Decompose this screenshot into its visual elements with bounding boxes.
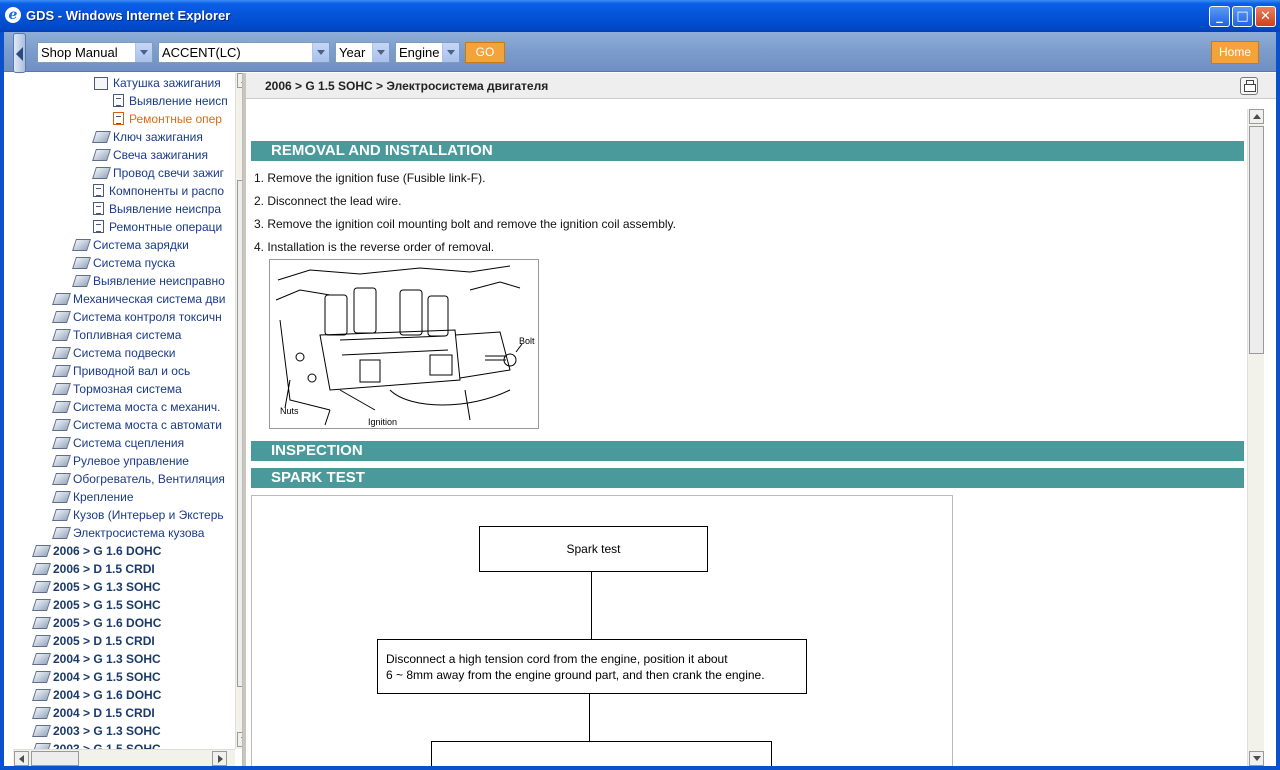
scroll-up-button[interactable]	[1249, 109, 1264, 124]
book-icon	[53, 328, 69, 340]
tree-item-label: 2005 > G 1.5 SOHC	[53, 598, 161, 612]
tree-item[interactable]	[93, 200, 221, 218]
scroll-thumb[interactable]	[1249, 126, 1264, 354]
book-icon	[53, 526, 69, 538]
tree-item[interactable]	[73, 272, 225, 290]
step-item: 4. Installation is the reverse order of removal.	[254, 240, 495, 254]
tree-item-label: Система сцепления	[73, 436, 185, 450]
manual-select-value: Shop Manual	[41, 45, 118, 60]
tree-item[interactable]	[93, 218, 222, 236]
step-item: 2. Disconnect the lead wire.	[254, 194, 402, 208]
tree-item-label: Приводной вал и ось	[73, 364, 191, 378]
tree-item[interactable]	[53, 398, 220, 416]
document-icon	[113, 112, 124, 125]
book-icon	[53, 346, 69, 358]
tree-item[interactable]	[53, 290, 225, 308]
tree-item[interactable]	[93, 164, 224, 182]
tree-item[interactable]	[53, 470, 225, 488]
tree-item-label: Ремонтные опер	[129, 112, 222, 126]
book-icon	[53, 508, 69, 520]
tree-item-label: Провод свечи зажиг	[113, 166, 225, 180]
book-icon	[53, 472, 69, 484]
tree-item[interactable]	[53, 524, 204, 542]
go-button[interactable]: GO	[465, 42, 505, 63]
ignition-coil-illustration	[269, 259, 539, 429]
book-icon	[33, 580, 49, 592]
tree-item[interactable]	[53, 506, 224, 524]
tree-item[interactable]	[33, 650, 161, 668]
tree-item-label: Система моста с автомати	[73, 418, 222, 432]
open-book-icon	[93, 76, 109, 89]
flow-step-spark-test: Spark test	[479, 526, 708, 572]
bolt-label: Bolt	[519, 336, 535, 346]
tree-item[interactable]	[53, 326, 181, 344]
tree-item-label: Катушка зажигания	[113, 76, 221, 90]
section-heading-spark-test: SPARK TEST	[251, 468, 1244, 488]
tree-item-label: 2004 > G 1.5 SOHC	[53, 670, 161, 684]
tree-item[interactable]	[53, 452, 189, 470]
tree-item[interactable]	[73, 236, 189, 254]
tree-item[interactable]	[93, 182, 224, 200]
tree-vertical-scrollbar[interactable]	[235, 73, 243, 749]
flow-step-next	[431, 741, 772, 766]
tree-item[interactable]	[113, 110, 222, 128]
tree-item-label: Свеча зажигания	[113, 148, 208, 162]
book-icon	[33, 544, 49, 556]
scroll-thumb[interactable]	[31, 751, 79, 766]
book-icon	[53, 490, 69, 502]
tree-item-label: Ключ зажигания	[113, 130, 203, 144]
book-icon	[73, 238, 89, 250]
book-icon	[53, 454, 69, 466]
content-vertical-scrollbar[interactable]	[1247, 109, 1264, 766]
model-select-value: ACCENT(LC)	[162, 45, 241, 60]
spark-test-flowchart	[251, 495, 953, 766]
book-icon	[53, 400, 69, 412]
tree-item[interactable]	[33, 686, 161, 704]
scroll-left-button[interactable]	[14, 751, 29, 766]
document-icon	[93, 202, 104, 215]
tree-item-label: Ремонтные операци	[109, 220, 223, 234]
close-button[interactable]: ✕	[1255, 6, 1276, 27]
model-select[interactable]	[158, 42, 330, 63]
book-icon	[93, 148, 109, 160]
tree-item-label: Механическая система дви	[73, 292, 226, 306]
book-icon	[53, 292, 69, 304]
ie-logo-icon: e	[5, 7, 21, 23]
scroll-right-button[interactable]	[212, 751, 227, 766]
tree-item-label: 2006 > G 1.6 DOHC	[53, 544, 162, 558]
tree-item[interactable]	[53, 434, 184, 452]
tree-item-label: Система подвески	[73, 346, 176, 360]
tree-item-label: Электросистема кузова	[73, 526, 205, 540]
year-select[interactable]	[335, 42, 390, 63]
step-item: 3. Remove the ignition coil mounting bolt and remove the ignition coil assembly.	[254, 217, 677, 231]
tree-item-label: Выявление неисп	[129, 94, 228, 108]
home-button[interactable]: Home	[1211, 41, 1259, 64]
tree-item-label: Компоненты и распо	[109, 184, 225, 198]
tree-item[interactable]	[33, 578, 161, 596]
tree-item-label: 2005 > G 1.6 DOHC	[53, 616, 162, 630]
arrow-left-icon	[16, 47, 23, 61]
flow-connector	[589, 694, 590, 741]
tree-item-label: 2006 > D 1.5 CRDI	[53, 562, 155, 576]
book-icon	[53, 364, 69, 376]
client-area	[4, 32, 1276, 766]
tree-item-label: Крепление	[73, 490, 134, 504]
book-icon	[93, 166, 109, 178]
tree-item-label: Обогреватель, Вентиляция	[73, 472, 225, 486]
book-icon	[33, 616, 49, 628]
book-icon	[93, 130, 109, 142]
tree-item-label: Выявление неисправно	[93, 274, 225, 288]
tree-item[interactable]	[53, 308, 222, 326]
tree-item-label: Выявление неиспра	[109, 202, 222, 216]
tree-item-label: Тормозная система	[73, 382, 182, 396]
scroll-down-button[interactable]	[1249, 751, 1264, 766]
tree-item[interactable]	[33, 560, 155, 578]
tree-item[interactable]	[33, 668, 161, 686]
tree-item[interactable]	[33, 722, 161, 740]
print-icon[interactable]	[1240, 77, 1258, 95]
tree-item[interactable]	[33, 596, 161, 614]
book-icon	[33, 652, 49, 664]
tree-item-label: 2005 > G 1.3 SOHC	[53, 580, 161, 594]
tree-item[interactable]	[33, 704, 155, 722]
tree-item-label: 2004 > D 1.5 CRDI	[53, 706, 155, 720]
book-icon	[33, 724, 49, 736]
maximize-button[interactable]: □	[1232, 6, 1253, 27]
document-icon	[113, 94, 124, 107]
tree-item-label: Кузов (Интерьер и Экстерь	[73, 508, 224, 522]
tree-item[interactable]	[53, 488, 134, 506]
title-bar[interactable]	[0, 0, 1280, 32]
tree-item[interactable]	[33, 632, 155, 650]
book-icon	[33, 598, 49, 610]
chevron-down-icon[interactable]	[312, 43, 329, 62]
system-select-value: Engine	[399, 45, 440, 60]
book-icon	[33, 562, 49, 574]
collapse-sidebar-button[interactable]	[13, 33, 26, 73]
breadcrumb: 2006 > G 1.5 SOHC > Электросистема двигателя	[265, 79, 549, 93]
tree-item[interactable]	[113, 92, 228, 110]
minimize-button[interactable]: _	[1209, 6, 1230, 27]
tree-item[interactable]	[33, 542, 161, 560]
window-title: GDS - Windows Internet Explorer	[26, 8, 231, 23]
book-icon	[53, 418, 69, 430]
tree-item[interactable]	[73, 254, 175, 272]
tree-item[interactable]	[93, 146, 208, 164]
app-toolbar	[4, 32, 1276, 72]
flow-step-text-line1: Disconnect a high tension cord from the engine, position it about	[386, 652, 728, 666]
tree-item-label: Система контроля токсичн	[73, 310, 222, 324]
year-select-value: Year	[339, 45, 366, 60]
tree-item-label: Рулевое управление	[73, 454, 189, 468]
book-icon	[33, 706, 49, 718]
book-icon	[33, 634, 49, 646]
chevron-down-icon[interactable]	[372, 43, 389, 62]
tree-item[interactable]	[53, 362, 190, 380]
flow-step-disconnect	[377, 639, 807, 694]
document-icon	[93, 220, 104, 233]
manual-select[interactable]	[37, 42, 153, 63]
book-icon	[53, 382, 69, 394]
book-icon	[53, 310, 69, 322]
tree-item[interactable]	[53, 416, 222, 434]
content-pane	[246, 73, 1276, 766]
tree-item[interactable]	[33, 614, 161, 632]
flow-step-text-line2: 6 ~ 8mm away from the engine ground part, and then crank the engine.	[386, 668, 765, 682]
flow-connector	[591, 572, 592, 639]
breadcrumb-bar	[246, 73, 1276, 99]
chevron-down-icon[interactable]	[442, 43, 459, 62]
system-select[interactable]	[395, 42, 460, 63]
book-icon	[73, 274, 89, 286]
tree-item[interactable]	[53, 380, 182, 398]
tree-item-label: Система моста с механич.	[73, 400, 221, 414]
nuts-label: Nuts	[280, 406, 299, 416]
navigation-tree	[13, 73, 243, 766]
book-icon	[33, 670, 49, 682]
book-icon	[53, 436, 69, 448]
engine-diagram	[270, 260, 538, 428]
book-icon	[73, 256, 89, 268]
tree-item-label: 2003 > G 1.3 SOHC	[53, 724, 161, 738]
step-item: 1. Remove the ignition fuse (Fusible link-F).	[254, 171, 486, 185]
tree-item-label: 2004 > G 1.6 DOHC	[53, 688, 162, 702]
chevron-down-icon[interactable]	[135, 43, 152, 62]
tree-item[interactable]	[93, 128, 203, 146]
document-icon	[93, 184, 104, 197]
tree-horizontal-scrollbar[interactable]	[13, 749, 235, 766]
ignition-label: Ignition	[368, 417, 398, 427]
section-heading-inspection: INSPECTION	[251, 441, 1244, 461]
section-heading-removal: REMOVAL AND INSTALLATION	[251, 141, 1244, 161]
tree-item-label: Система пуска	[93, 256, 176, 270]
tree-item[interactable]	[53, 344, 175, 362]
tree-item-label: Система зарядки	[93, 238, 189, 252]
tree-item-label: Топливная система	[73, 328, 182, 342]
tree-item-label: 2004 > G 1.3 SOHC	[53, 652, 161, 666]
tree-item-label: 2005 > D 1.5 CRDI	[53, 634, 155, 648]
tree-item[interactable]	[93, 74, 221, 92]
book-icon	[33, 688, 49, 700]
